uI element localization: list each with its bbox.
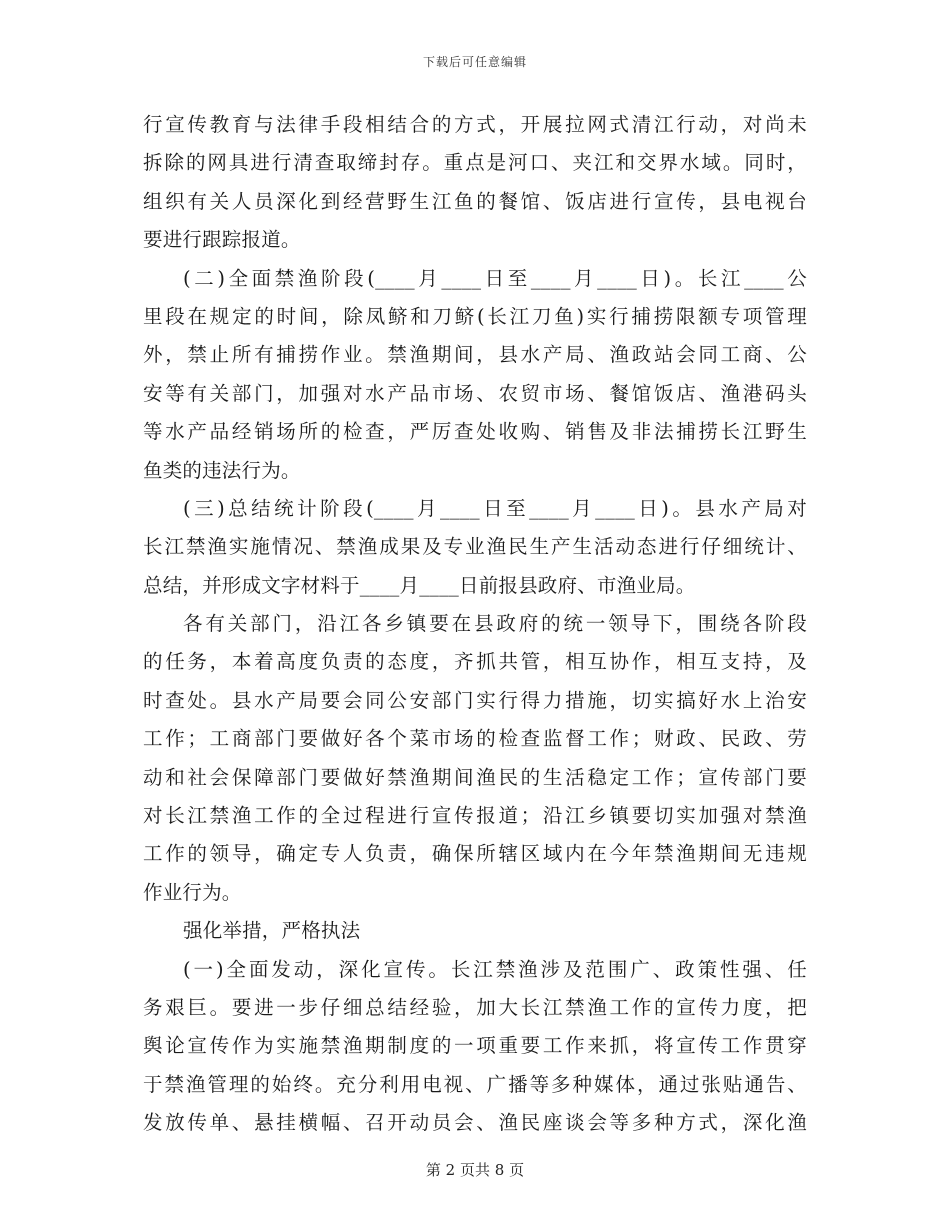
text-line: 各有关部门，沿江各乡镇要在县政府的统一领导下，围绕各阶段: [183, 612, 807, 636]
text-line: (二)全面禁渔阶段(____月____日至____月____日)。长江____公: [183, 266, 807, 290]
page-number-footer: 第 2 页共 8 页: [425, 1161, 525, 1179]
text-line: 拆除的网具进行清查取缔封存。重点是河口、夹江和交界水域。同时，: [143, 151, 807, 175]
text-line: 组织有关人员深化到经营野生江鱼的餐馆、饭店进行宣传，县电视台: [143, 189, 807, 213]
text-line: 对长江禁渔工作的全过程进行宣传报道；沿江乡镇要切实加强对禁渔: [143, 804, 807, 828]
text-line: 务艰巨。要进一步仔细总结经验，加大长江禁渔工作的宣传力度，把: [143, 995, 807, 1019]
text-line: 工作的领导，确定专人负责，确保所辖区域内在今年禁渔期间无违规: [143, 842, 807, 866]
text-line: 时查处。县水产局要会同公安部门实行得力措施，切实搞好水上治安: [143, 688, 807, 712]
text-line: (三)总结统计阶段(____月____日至____月____日)。县水产局对: [183, 496, 807, 520]
text-line: 要进行跟踪报道。: [143, 228, 301, 252]
text-line: 舆论宣传作为实施禁渔期制度的一项重要工作来抓，将宣传工作贯穿: [143, 1034, 807, 1058]
text-line: 安等有关部门，加强对水产品市场、农贸市场、餐馆饭店、渔港码头: [143, 381, 807, 405]
text-line: 的任务，本着高度负责的态度，齐抓共管，相互协作，相互支持，及: [143, 650, 807, 674]
text-line: 行宣传教育与法律手段相结合的方式，开展拉网式清江行动，对尚未: [143, 113, 807, 136]
text-line: 发放传单、悬挂横幅、召开动员会、渔民座谈会等多种方式，深化渔: [143, 1111, 807, 1135]
text-line: 鱼类的违法行为。: [143, 458, 301, 482]
text-line: 等水产品经销场所的检查，严厉查处收购、销售及非法捕捞长江野生: [143, 420, 807, 444]
text-line: 总结，并形成文字材料于____月____日前报县政府、市渔业局。: [143, 573, 696, 597]
text-line: 里段在规定的时间，除凤鲚和刀鲚(长江刀鱼)实行捕捞限额专项管理: [143, 304, 807, 328]
text-line: 工作；工商部门要做好各个菜市场的检查监督工作；财政、民政、劳: [143, 727, 807, 751]
text-line: 动和社会保障部门要做好禁渔期间渔民的生活稳定工作；宣传部门要: [143, 765, 807, 789]
text-line: 强化举措，严格执法: [183, 919, 361, 943]
text-line: (一)全面发动，深化宣传。长江禁渔涉及范围广、政策性强、任: [183, 957, 808, 981]
document-body: [143, 106, 807, 1143]
text-line: 长江禁渔实施情况、禁渔成果及专业渔民生产生活动态进行仔细统计、: [143, 535, 807, 559]
text-line: 于禁渔管理的始终。充分利用电视、广播等多种媒体，通过张贴通告、: [143, 1072, 807, 1096]
page-header-note: 下载后可任意编辑: [422, 55, 527, 69]
text-line: 作业行为。: [143, 880, 242, 904]
text-line: 外，禁止所有捕捞作业。禁渔期间，县水产局、渔政站会同工商、公: [143, 343, 807, 367]
